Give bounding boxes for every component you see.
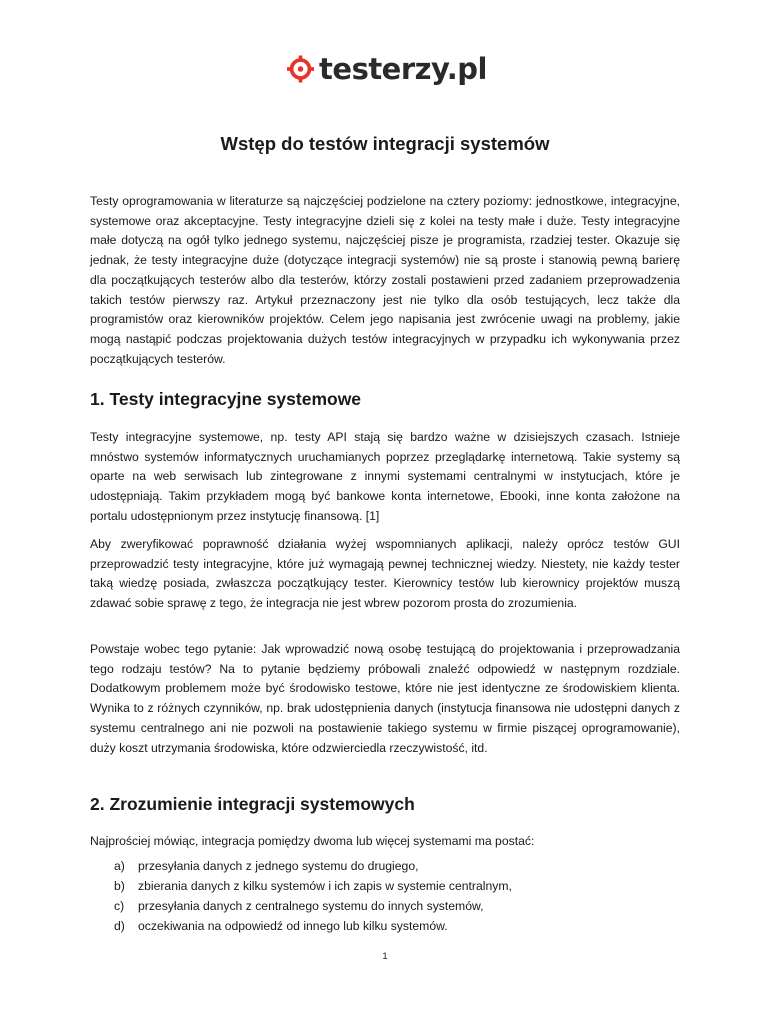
- section-2-heading: 2. Zrozumienie integracji systemowych: [90, 794, 415, 814]
- document-title: Wstęp do testów integracji systemów: [220, 133, 550, 154]
- page-number: 1: [382, 951, 388, 962]
- list-item-text: przesyłania danych z centralnego systemu do innych systemów,: [138, 899, 484, 913]
- list-marker: a): [114, 859, 125, 873]
- list-item-text: przesyłania danych z jednego systemu do drugiego,: [138, 859, 419, 873]
- list-marker: d): [114, 919, 125, 933]
- integration-list: [90, 856, 680, 936]
- section-2-intro: Najprościej mówiąc, integracja pomiędzy dwoma lub więcej systemami ma postać:: [90, 834, 535, 848]
- target-logo-icon: [287, 48, 314, 90]
- list-item: [90, 876, 680, 896]
- section-1-paragraph-3: Powstaje wobec tego pytanie: Jak wprowadzić nową osobę testującą do projektowania i przeprowadzania tego rodzaju testów? Na to pytanie będziemy próbowali znaleźć odpowiedź w następnym rozdziale. Dodatkowym problemem może być środowisko testowe, które nie jest identyczne ze środowiskiem klienta. Wynika to z różnych czynników, np. brak udostępnienia danych (instytucja finansowa nie udostępni danych z systemu centralnego ani nie pozwoli na postawienie takiego systemu w firmie piszącej oprogramowanie), duży koszt utrzymania środowiska, które odzwierciedla rzeczywistość, itd.: [90, 642, 680, 755]
- section-1-paragraph-2: Aby zweryfikować poprawność działania wyżej wspomnianych aplikacji, należy oprócz testów GUI przeprowadzić testy integracyjne, które już wymagają pewnej technicznej wiedzy. Niestety, nie każdy tester taką wiedzę posiada, zwłaszcza początkujący tester. Kierownicy testów lub kierownicy projektów muszą zdawać sobie sprawę z tego, że integracja nie jest wbrew pozorom prosta do zrozumienia.: [90, 537, 680, 611]
- section-1-paragraph-1: Testy integracyjne systemowe, np. testy API stają się bardzo ważne w dzisiejszych czasach. Istnieje mnóstwo systemów informatycznych uruchamianych poprzez przeglądarkę internetową. Takie systemy są oparte na web serwisach lub zintegrowane z innymi systemami centralnymi w instytucjach, które je udostępniają. Takim przykładem mogą być bankowe konta internetowe, Ebooki, inne konta założone na portalu udostępnionym przez instytucję finansową. [1]: [90, 430, 680, 523]
- list-item: [90, 916, 680, 936]
- list-item-text: zbierania danych z kilku systemów i ich zapis w systemie centralnym,: [138, 879, 512, 893]
- list-marker: c): [114, 899, 125, 913]
- list-item: [90, 856, 680, 876]
- list-item-text: oczekiwania na odpowiedź od innego lub kilku systemów.: [138, 919, 448, 933]
- list-marker: b): [114, 879, 125, 893]
- logo-text: testerzy.pl: [319, 52, 487, 86]
- list-item: [90, 896, 680, 916]
- intro-paragraph: Testy oprogramowania w literaturze są najczęściej podzielone na cztery poziomy: jednostkowe, integracyjne, systemowe oraz akceptacyjne. Testy integracyjne dzieli się z kolei na testy małe i duże. Testy integracyjne małe dotyczą na ogół tylko jednego systemu, najczęściej pisze je programista, rzadziej tester. Okazuje się jednak, że testy integracyjne duże (dotyczące integracji systemów) nie są proste i stanowią pewną barierę dla początkujących testerów albo dla testerów, którzy zostali postawieni przed zadaniem przeprowadzenia takich testów pierwszy raz. Artykuł przeznaczony jest nie tylko dla osób testujących, lecz także dla programistów oraz kierowników projektów. Celem jego napisania jest zwrócenie uwagi na problemy, jakie mogą nastąpić podczas projektowania dużych testów integracyjnych w przypadku ich wykonywania przez początkujących testerów.: [90, 194, 680, 366]
- logo: [287, 47, 487, 91]
- section-1-heading: 1. Testy integracyjne systemowe: [90, 389, 362, 409]
